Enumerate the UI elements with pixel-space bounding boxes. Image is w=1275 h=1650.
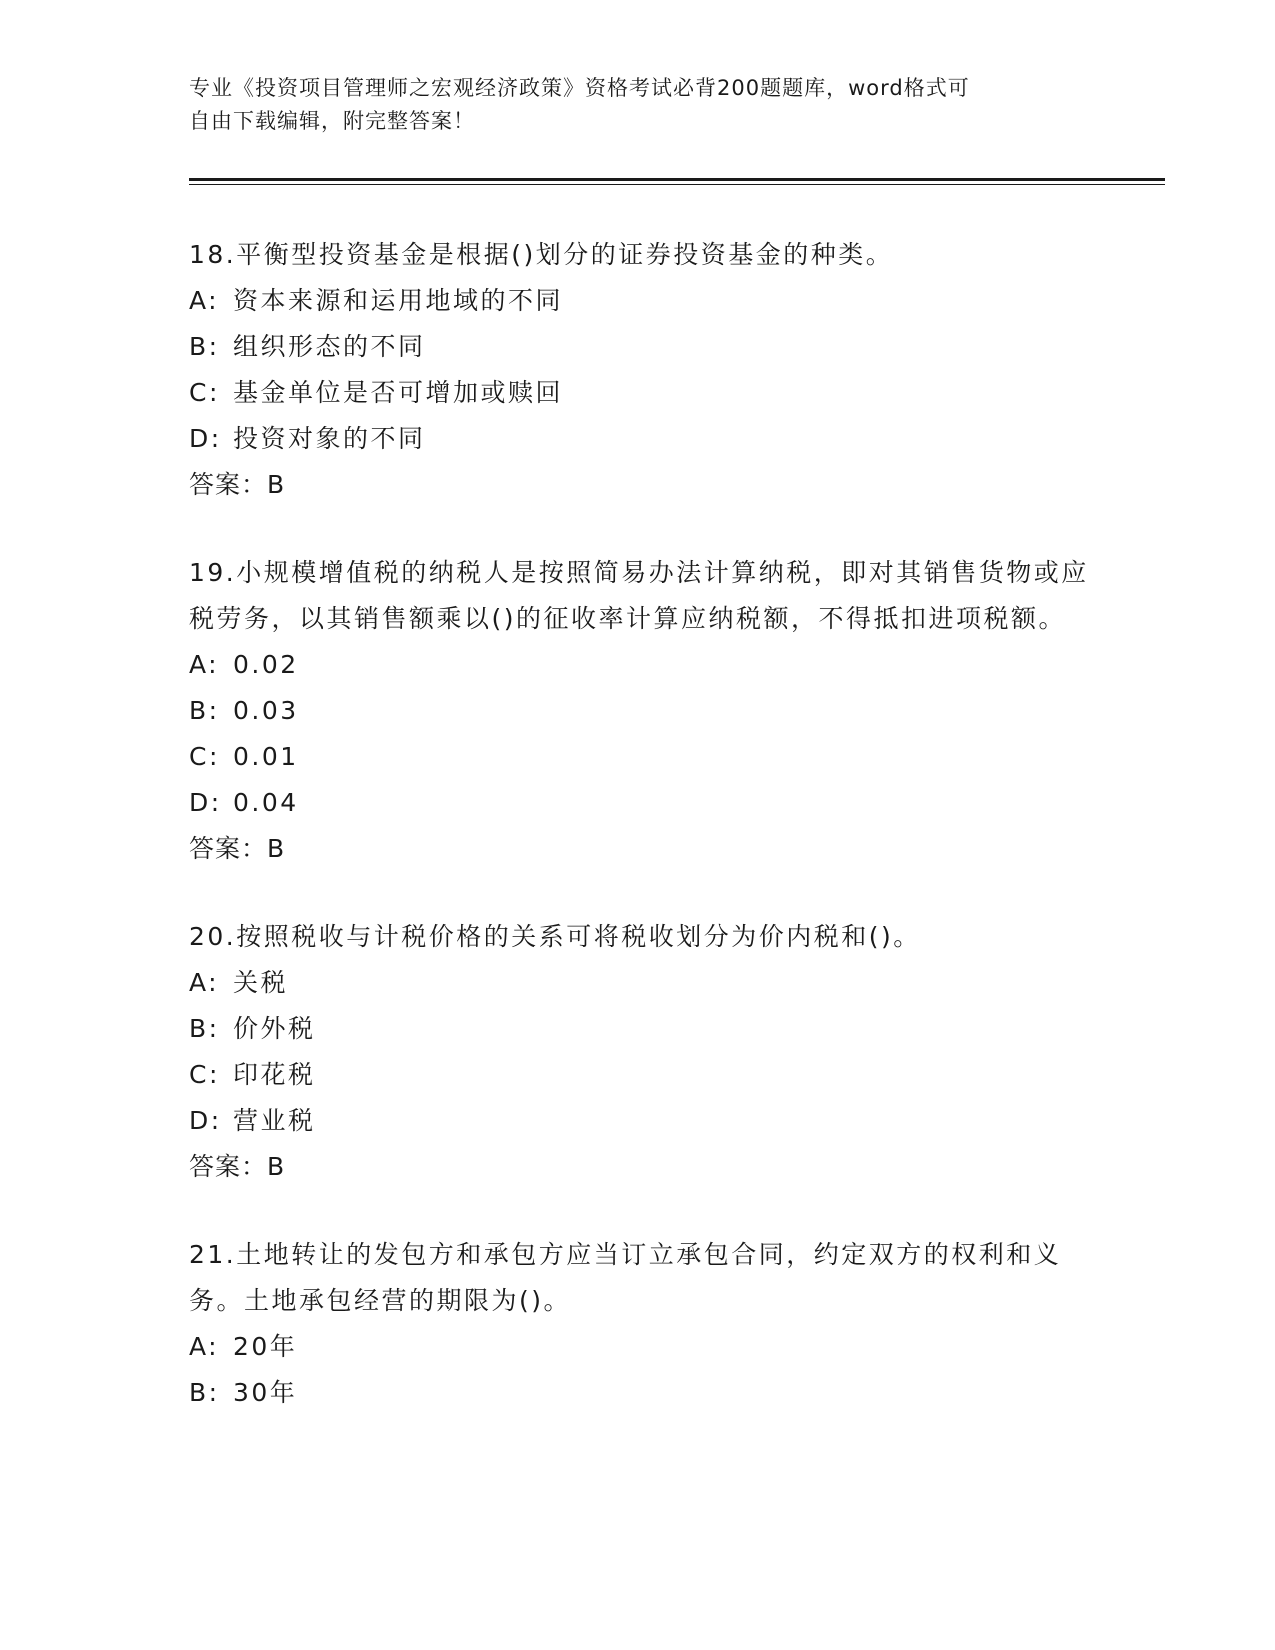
option-a bbox=[189, 960, 1089, 1006]
option-a bbox=[189, 278, 1089, 324]
option-letter: C: bbox=[189, 378, 220, 407]
option-d bbox=[189, 780, 1089, 826]
option-c bbox=[189, 734, 1089, 780]
option-text: 印花税 bbox=[233, 1060, 316, 1089]
option-c bbox=[189, 1052, 1089, 1098]
option-letter: A: bbox=[189, 650, 220, 679]
option-text: 投资对象的不同 bbox=[233, 424, 426, 453]
question-stem: 20.按照税收与计税价格的关系可将税收划分为价内税和()。 bbox=[189, 922, 921, 951]
header-title-line-2: 自由下载编辑，附完整答案！ bbox=[189, 109, 475, 133]
option-b bbox=[189, 1006, 1089, 1052]
option-text: 组织形态的不同 bbox=[233, 332, 426, 361]
option-a bbox=[189, 1324, 1089, 1370]
option-text: 资本来源和运用地域的不同 bbox=[233, 286, 564, 315]
header-divider-thick bbox=[189, 178, 1165, 181]
question-18 bbox=[189, 232, 1089, 508]
option-text: 基金单位是否可增加或赎回 bbox=[233, 378, 564, 407]
option-d bbox=[189, 416, 1089, 462]
option-letter: B: bbox=[189, 1378, 220, 1407]
option-letter: C: bbox=[189, 1060, 220, 1089]
answer-line: 答案：B bbox=[189, 834, 286, 863]
option-text: 0.02 bbox=[233, 650, 299, 679]
option-letter: C: bbox=[189, 742, 220, 771]
option-b bbox=[189, 324, 1089, 370]
option-text: 0.01 bbox=[233, 742, 299, 771]
option-letter: D: bbox=[189, 788, 222, 817]
question-21 bbox=[189, 1232, 1089, 1416]
option-letter: B: bbox=[189, 696, 220, 725]
option-letter: B: bbox=[189, 332, 220, 361]
question-list bbox=[189, 232, 1089, 1458]
option-text: 20年 bbox=[233, 1332, 298, 1361]
option-b bbox=[189, 1370, 1089, 1416]
option-text: 营业税 bbox=[233, 1106, 316, 1135]
document-header bbox=[189, 72, 1069, 138]
option-text: 0.04 bbox=[233, 788, 299, 817]
option-letter: B: bbox=[189, 1014, 220, 1043]
header-title-line-1: 专业《投资项目管理师之宏观经济政策》资格考试必背200题题库，word格式可 bbox=[189, 76, 970, 100]
option-text: 关税 bbox=[233, 968, 289, 997]
option-c bbox=[189, 370, 1089, 416]
option-letter: D: bbox=[189, 1106, 222, 1135]
answer-line: 答案：B bbox=[189, 470, 286, 499]
question-stem: 21.土地转让的发包方和承包方应当订立承包合同，约定双方的权利和义务。土地承包经营的期限为()。 bbox=[189, 1240, 1062, 1315]
header-divider-thin bbox=[189, 184, 1165, 185]
option-letter: D: bbox=[189, 424, 222, 453]
option-text: 0.03 bbox=[233, 696, 299, 725]
option-letter: A: bbox=[189, 286, 220, 315]
option-b bbox=[189, 688, 1089, 734]
question-stem: 18.平衡型投资基金是根据()划分的证券投资基金的种类。 bbox=[189, 240, 894, 269]
question-20 bbox=[189, 914, 1089, 1190]
option-letter: A: bbox=[189, 1332, 220, 1361]
question-stem: 19.小规模增值税的纳税人是按照简易办法计算纳税，即对其销售货物或应税劳务，以其销售额乘以()的征收率计算应纳税额，不得抵扣进项税额。 bbox=[189, 558, 1089, 633]
option-letter: A: bbox=[189, 968, 220, 997]
option-a bbox=[189, 642, 1089, 688]
question-19 bbox=[189, 550, 1089, 872]
option-text: 30年 bbox=[233, 1378, 298, 1407]
option-d bbox=[189, 1098, 1089, 1144]
answer-line: 答案：B bbox=[189, 1152, 286, 1181]
option-text: 价外税 bbox=[233, 1014, 316, 1043]
